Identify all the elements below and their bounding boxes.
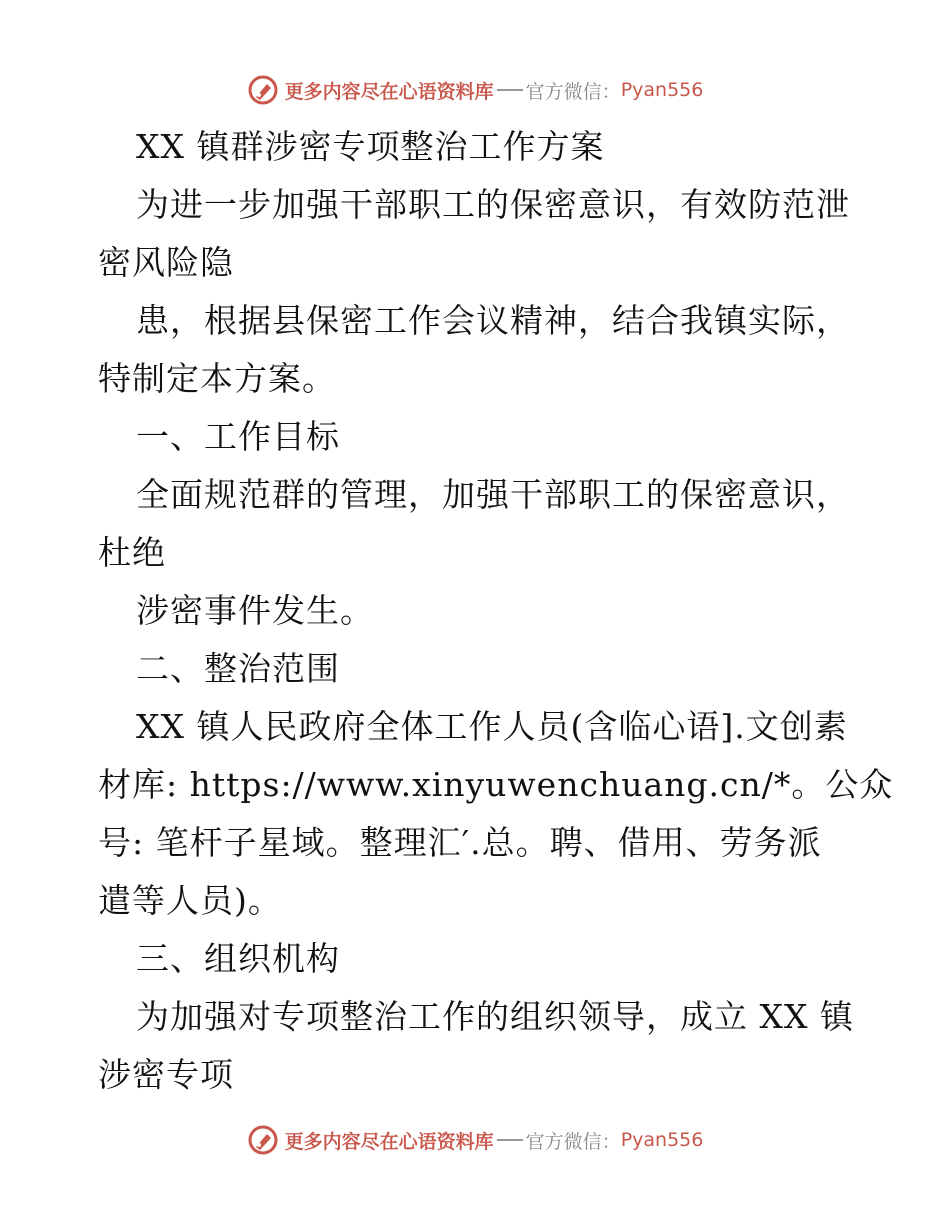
pen-nib-logo-icon <box>247 74 279 106</box>
document-title: XX 镇群涉密专项整治工作方案 <box>136 127 605 166</box>
section-heading-scope: 二、整治范围 <box>136 649 340 688</box>
watermark-wechat-label: 官方微信： <box>525 80 621 103</box>
watermark-wechat-id: Pyan556 <box>620 1129 704 1151</box>
paragraph-line: 特制定本方案。 <box>98 359 336 398</box>
watermark-wechat-id: Pyan556 <box>620 79 704 101</box>
watermark-dash-divider <box>497 89 523 91</box>
document-body <box>98 118 894 1104</box>
paragraph-line: 密风险隐 <box>98 243 234 282</box>
paragraph-line: 全面规范群的管理，加强干部职工的保密意识， <box>136 475 850 514</box>
paragraph-line: XX 镇人民政府全体工作人员(含临心语].文创素 <box>136 707 848 746</box>
paragraph-line: 为加强对专项整治工作的组织领导，成立 XX 镇 <box>136 997 854 1036</box>
watermark-banner-top <box>0 70 950 110</box>
paragraph-line: 遣等人员)。 <box>98 881 282 920</box>
paragraph-line: 涉密专项 <box>98 1055 234 1094</box>
watermark-wechat-label: 官方微信： <box>525 1130 621 1153</box>
paragraph-line: 涉密事件发生。 <box>136 591 374 630</box>
watermark-brand-text: 更多内容尽在心语资料库 <box>284 1130 494 1153</box>
watermark-banner-bottom <box>0 1120 950 1160</box>
watermark-brand-text: 更多内容尽在心语资料库 <box>284 80 494 103</box>
paragraph-line: 号: 笔杆子星域。整理汇′.总。聘、借用、劳务派 <box>98 823 822 862</box>
paragraph-line: 材库: https://www.xinyuwenchuang.cn/*。公众 <box>98 765 894 804</box>
pen-nib-logo-icon <box>247 1124 279 1156</box>
paragraph-line: 患，根据县保密工作会议精神，结合我镇实际， <box>136 301 850 340</box>
section-heading-organization: 三、组织机构 <box>136 939 340 978</box>
watermark-dash-divider <box>497 1139 523 1141</box>
section-heading-goals: 一、工作目标 <box>136 417 340 456</box>
paragraph-line: 杜绝 <box>98 533 166 572</box>
paragraph-line: 为进一步加强干部职工的保密意识，有效防范泄 <box>136 185 850 224</box>
